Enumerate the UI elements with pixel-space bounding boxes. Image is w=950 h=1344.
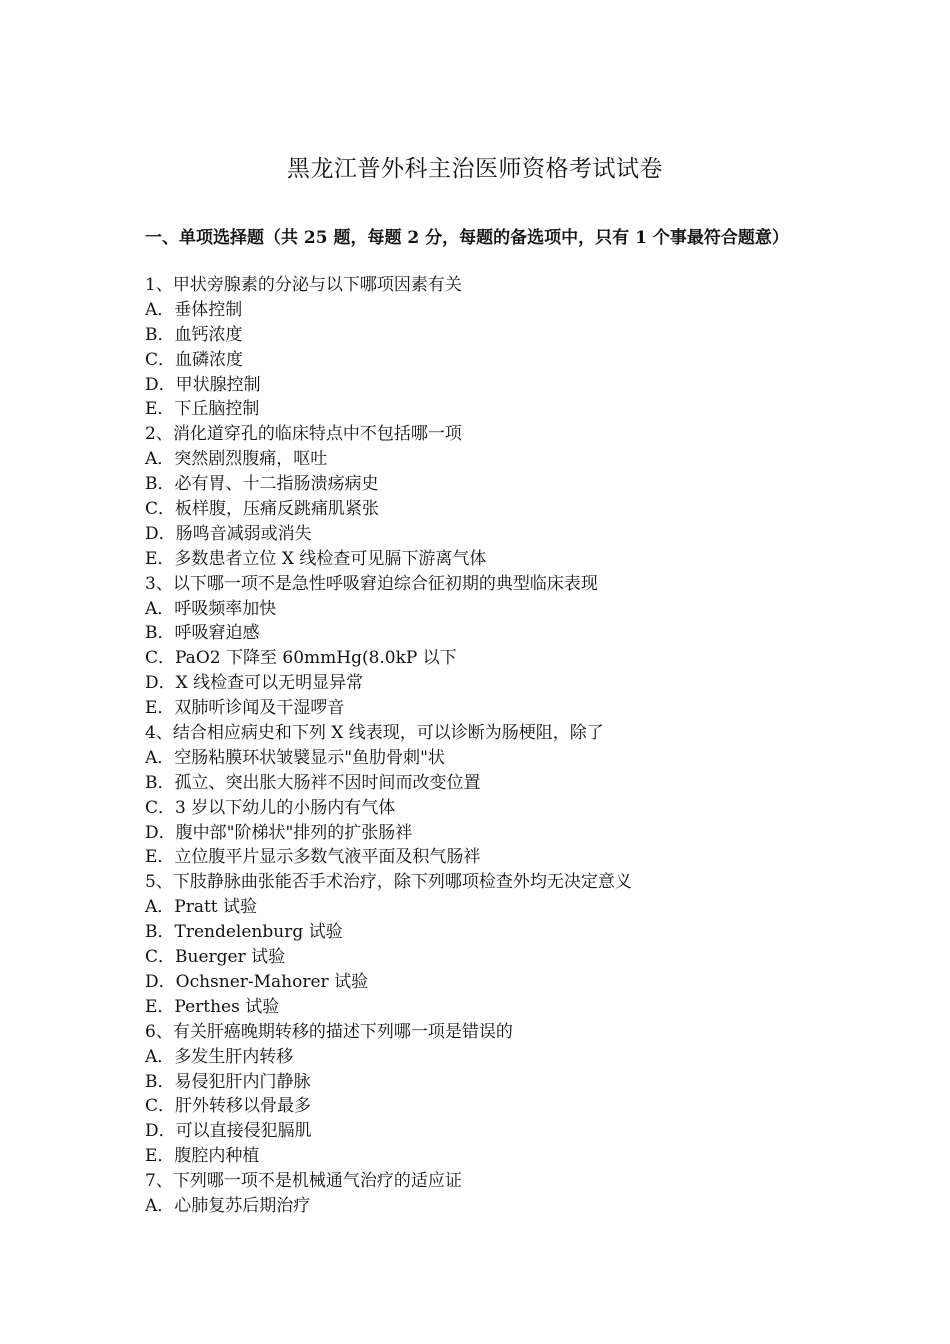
question-stem: 1、甲状旁腺素的分泌与以下哪项因素有关 [145,275,462,295]
question-stem: 6、有关肝癌晚期转移的描述下列哪一项是错误的 [145,1021,513,1042]
option-line: B．孤立、突出胀大肠袢不因时间而改变位置 [145,772,481,793]
section-heading: 一、单项选择题（共 25 题，每题 2 分，每题的备选项中，只有 1 个事最符合题意） [145,228,789,248]
question-stem: 4、结合相应病史和下列 X 线表现，可以诊断为肠梗阻，除了 [145,723,604,744]
option-line: A．多发生肝内转移 [145,1046,294,1067]
option-line: B．血钙浓度 [145,324,243,345]
option-line: D．肠鸣音减弱或消失 [145,523,312,544]
option-line: A．突然剧烈腹痛，呕吐 [145,449,328,470]
option-line: D．甲状腺控制 [145,374,261,395]
option-line: C．肝外转移以骨最多 [145,1096,312,1117]
question-stem: 2、消化道穿孔的临床特点中不包括哪一项 [145,424,462,445]
option-line: D．可以直接侵犯膈肌 [145,1121,312,1142]
option-line: D．X 线检查可以无明显异常 [145,673,364,694]
option-line: E．多数患者立位 X 线检查可见膈下游离气体 [145,548,487,569]
question-list [145,273,835,1219]
option-line: E．腹腔内种植 [145,1146,260,1167]
document-title: 黑龙江普外科主治医师资格考试试卷 [287,156,663,182]
option-line: A．Pratt 试验 [145,897,258,918]
option-line: D．腹中部"阶梯状"排列的扩张肠袢 [145,822,413,843]
option-line: D．Ochsner-Mahorer 试验 [145,971,369,992]
option-line: A．垂体控制 [145,299,243,320]
question-stem: 3、以下哪一项不是急性呼吸窘迫综合征初期的典型临床表现 [145,573,598,594]
option-line: C．PaO2 下降至 60mmHg(8.0kP 以下 [145,648,457,669]
option-line: C．Buerger 试验 [145,947,286,968]
option-line: A．空肠粘膜环状皱襞显示"鱼肋骨刺"状 [145,747,445,768]
option-line: B．必有胃、十二指肠溃疡病史 [145,474,379,495]
question-stem: 5、下肢静脉曲张能否手术治疗，除下列哪项检查外均无决定意义 [145,872,632,893]
option-line: B．易侵犯肝内门静脉 [145,1071,311,1092]
option-line: C．血磷浓度 [145,349,244,370]
option-line: A．呼吸频率加快 [145,598,277,619]
option-line: E．双肺听诊闻及干湿啰音 [145,698,345,719]
option-line: E．下丘脑控制 [145,399,260,420]
option-line: B．Trendelenburg 试验 [145,922,343,943]
option-line: E．Perthes 试验 [145,996,280,1017]
option-line: C．板样腹，压痛反跳痛肌紧张 [145,499,380,520]
option-line: E．立位腹平片显示多数气液平面及积气肠袢 [145,847,481,868]
option-line: C．3 岁以下幼儿的小肠内有气体 [145,797,396,818]
option-line: B．呼吸窘迫感 [145,623,260,644]
option-line: A．心肺复苏后期治疗 [145,1195,311,1216]
question-stem: 7、下列哪一项不是机械通气治疗的适应证 [145,1171,462,1192]
